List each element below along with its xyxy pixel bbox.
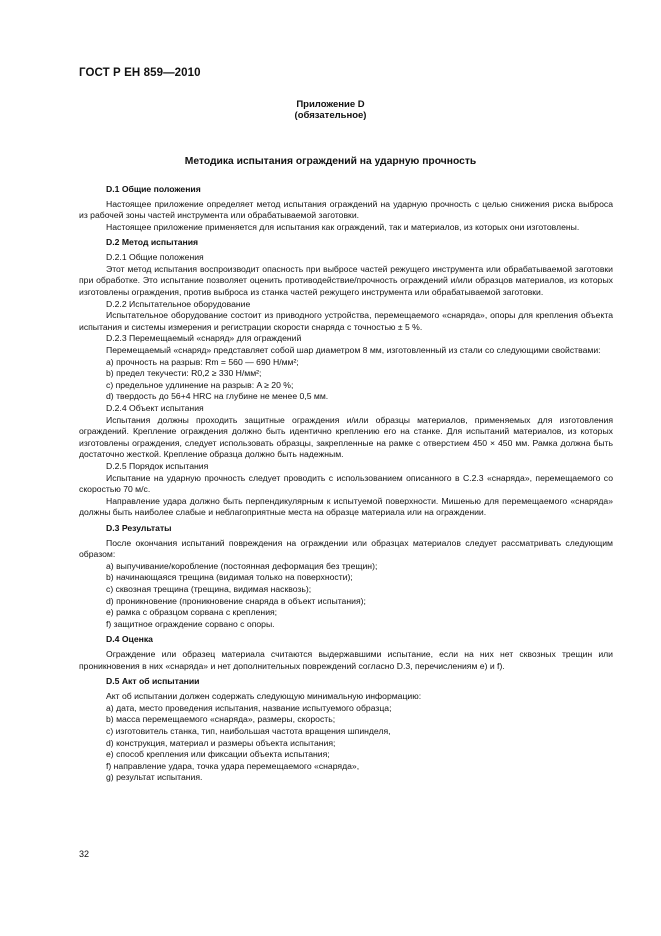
document-title: Методика испытания ограждений на ударную прочность xyxy=(184,156,477,167)
paragraph: Этот метод испытания воспроизводит опасность при выбросе частей режущего инструмента или обрабатываемой заготовки при обработке. Это испытание позволяет оценить противодействие/прочность ограждений и/или образцов материалов, из которых изготовлены ограждения, против выброса из станка частей режущего инструмента или обрабатываемой заготовки. xyxy=(79,263,613,298)
list-item: a) выпучивание/коробление (постоянная деформация без трещин); xyxy=(106,560,378,571)
subsection-title-d23: D.2.3 Перемещаемый «снаряд» для ограждений xyxy=(106,333,302,344)
paragraph: Настоящее приложение определяет метод испытания ограждений на ударную прочность с целью снижения риска выброса из рабочей зоны частей инструмента или обрабатываемой заготовки. xyxy=(79,198,613,221)
paragraph: Испытания должны проходить защитные ограждения и/или образцы материалов, применяемых для изготовления ограждений. Крепление ограждения должно быть идентично креплению его на станке. Для испытаний материалов, из которых изготовлены ограждения, следует использовать образцы, закрепленные на рамке с отверстием 450 × 450 мм. Рамка должна быть достаточно жесткой. Крепление образца должно быть надежным. xyxy=(79,414,613,460)
list-item: f) защитное ограждение сорвано с опоры. xyxy=(106,618,275,629)
paragraph: Перемещаемый «снаряд» представляет собой шар диаметром 8 мм, изготовленный из стали со следующими свойствами: xyxy=(106,345,601,355)
list-item: d) твердость до 56+4 HRC на глубине не менее 0,5 мм. xyxy=(106,391,329,402)
list-item: d) проникновение (проникновение снаряда в объект испытания); xyxy=(106,595,366,606)
list-item: e) рамка с образцом сорвана с крепления; xyxy=(106,607,278,618)
paragraph: После окончания испытаний повреждения на ограждении или образцах материалов следует рассматривать следующим образом: xyxy=(79,537,613,560)
list-item: b) предел текучести: R0,2 ≥ 330 Н/мм²; xyxy=(106,368,262,379)
list-item: b) масса перемещаемого «снаряда», размеры, скорость; xyxy=(106,714,336,725)
section-heading-d5: D.5 Акт об испытании xyxy=(106,676,200,686)
list-item: g) результат испытания. xyxy=(106,772,203,783)
section-heading-d4: D.4 Оценка xyxy=(106,634,153,645)
section-heading-d2: D.2 Метод испытания xyxy=(106,237,199,248)
page-number: 32 xyxy=(79,849,90,859)
document-header: ГОСТ Р ЕН 859—2010 xyxy=(79,67,201,79)
subsection-title-d22: D.2.2 Испытательное оборудование xyxy=(106,298,251,309)
list-item: a) дата, место проведения испытания, название испытуемого образца; xyxy=(106,702,392,713)
paragraph: Акт об испытании должен содержать следующую минимальную информацию: xyxy=(106,691,422,702)
list-item: e) способ крепления или фиксации объекта испытания; xyxy=(106,749,330,760)
appendix-heading xyxy=(0,99,661,121)
section-heading-d3: D.3 Результаты xyxy=(106,522,172,533)
subsection-title-d24: D.2.4 Объект испытания xyxy=(106,402,204,413)
paragraph: Испытание на ударную прочность следует проводить с использованием описанного в С.2.3 «снаряда», перемещаемого со скоростью 70 м/с. xyxy=(79,472,613,495)
list-item: a) прочность на разрыв: Rm = 560 — 690 Н/мм²; xyxy=(106,356,299,367)
appendix-status: (обязательное) xyxy=(294,110,367,121)
paragraph: Испытательное оборудование состоит из приводного устройства, перемещаемого «снаряда», опоры для крепления объекта испытания и системы измерения и регистрации скорости снаряда с точностью ± 5 %. xyxy=(79,310,613,332)
list-item: b) начинающаяся трещина (видимая только на поверхности); xyxy=(106,572,353,583)
list-item: c) изготовитель станка, тип, наибольшая частота вращения шпинделя, xyxy=(106,725,391,736)
list-item: d) конструкция, материал и размеры объекта испытания; xyxy=(106,737,336,748)
appendix-title: Приложение D xyxy=(296,99,365,110)
subsection-title-d21: D.2.1 Общие положения xyxy=(106,252,204,263)
paragraph: Направление удара должно быть перпендикулярным к испытуемой поверхности. Мишенью для перемещаемого «снаряда» должны быть наиболее слабые и неблагоприятные места на образце материала или на ограждении. xyxy=(79,495,613,518)
section-heading-d1: D.1 Общие положения xyxy=(106,183,201,194)
list-item: f) направление удара, точка удара перемещаемого «снаряда», xyxy=(106,760,360,771)
list-item: c) предельное удлинение на разрыв: A ≥ 20 %; xyxy=(106,379,294,390)
subsection-title-d25: D.2.5 Порядок испытания xyxy=(106,460,209,471)
paragraph: Ограждение или образец материала считаются выдержавшими испытание, если на них нет сквозных трещин или проникновения в них «снаряда» и нет дополнительных повреждений согласно D.3, перечислениям e) и f). xyxy=(79,649,613,671)
paragraph: Настоящее приложение применяется для испытания как ограждений, так и материалов, из которых они изготовлены. xyxy=(106,221,580,232)
document-body xyxy=(79,184,613,784)
list-item: c) сквозная трещина (трещина, видимая насквозь); xyxy=(106,584,312,595)
